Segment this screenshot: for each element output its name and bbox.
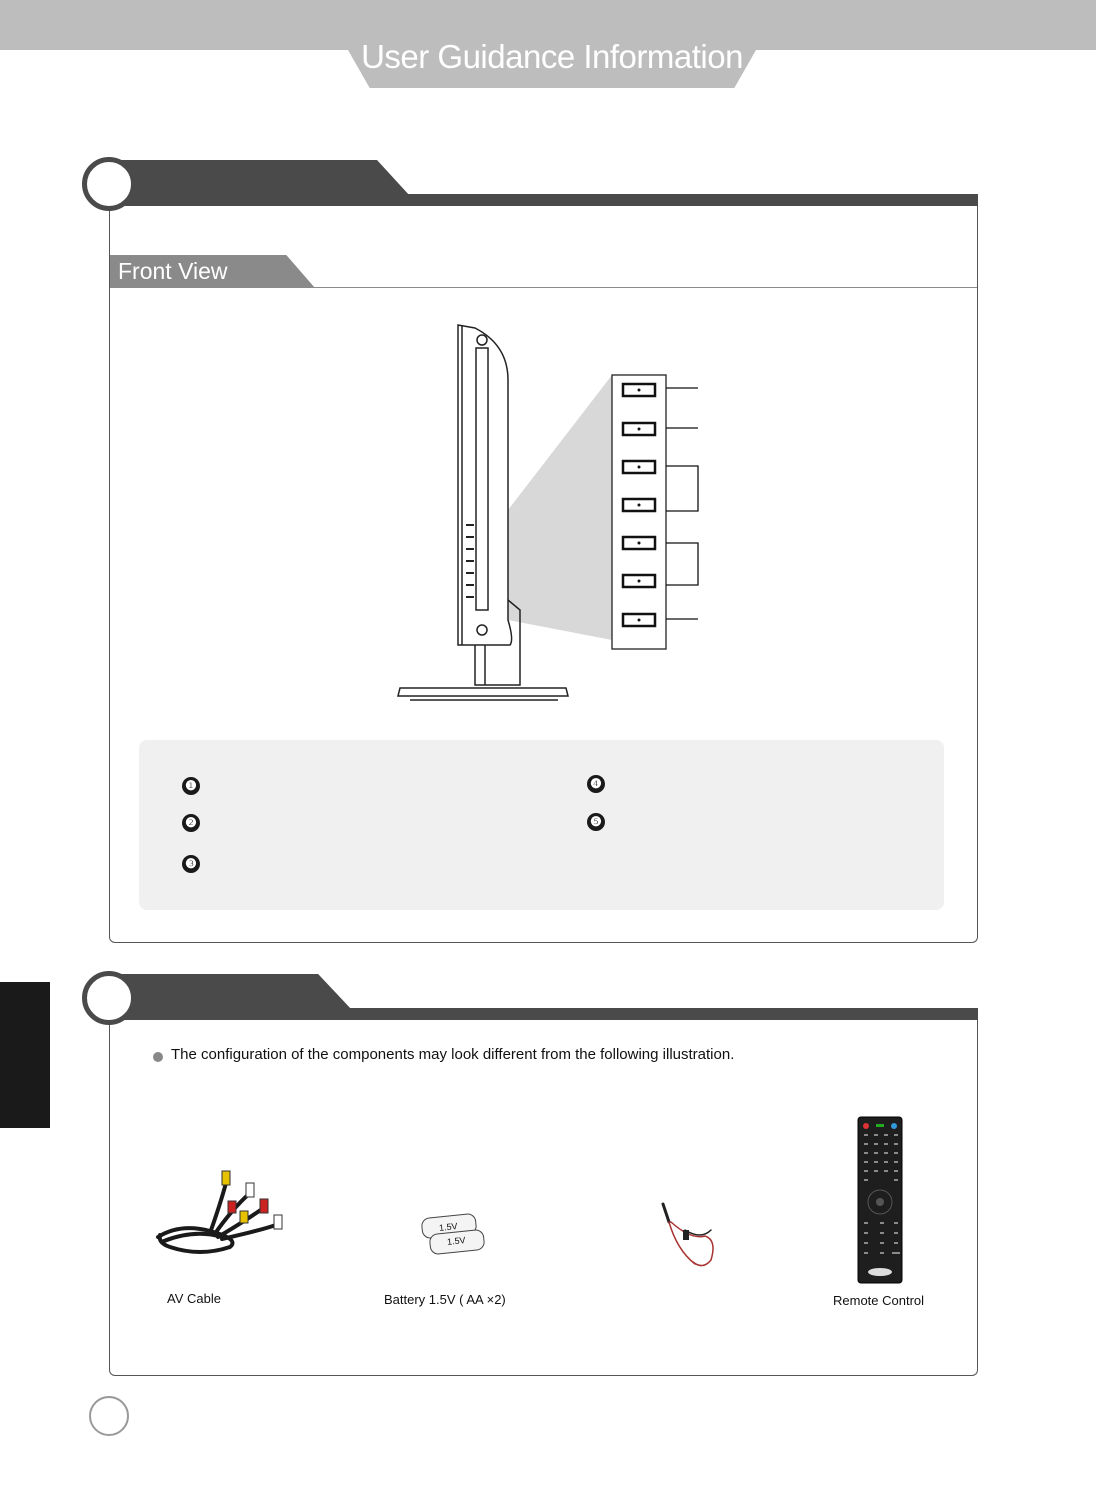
av-cable-caption: AV Cable [167, 1291, 221, 1306]
power-cord-icon [655, 1200, 725, 1275]
section-1-tab [110, 160, 410, 196]
zoom-wedge [508, 375, 612, 640]
callout-2-badge: ❷ [182, 814, 200, 832]
remote-control-icon [856, 1116, 906, 1286]
callout-3-badge: ❸ [182, 855, 200, 873]
battery-label-bottom: 1.5V [446, 1235, 466, 1247]
battery-caption: Battery 1.5V ( AA ×2) [384, 1292, 506, 1307]
bullet-dot-icon [153, 1052, 163, 1062]
callout-4-badge: ❹ [587, 775, 605, 793]
callout-5-badge: ❺ [587, 813, 605, 831]
callout-1-badge: ❶ [182, 777, 200, 795]
av-cable-icon [150, 1165, 290, 1260]
callout-lines [666, 388, 698, 619]
page-title: User Guidance Information [361, 38, 743, 75]
tv-side-view-illustration [390, 320, 720, 710]
side-tab [0, 982, 50, 1128]
callout-panel [139, 740, 944, 910]
section-2-tab [110, 974, 352, 1010]
remote-control-caption: Remote Control [833, 1293, 925, 1308]
av-plugs [222, 1171, 282, 1229]
page-number-circle [89, 1396, 129, 1436]
battery-label-top: 1.5V [438, 1221, 458, 1233]
front-view-label: Front View [118, 258, 228, 284]
accessories-note: The configuration of the components may look different from the following illustration. [171, 1046, 735, 1063]
section-1-number-circle [82, 157, 136, 211]
tv-side-buttons [466, 524, 474, 598]
section-2-number-circle [82, 971, 136, 1025]
